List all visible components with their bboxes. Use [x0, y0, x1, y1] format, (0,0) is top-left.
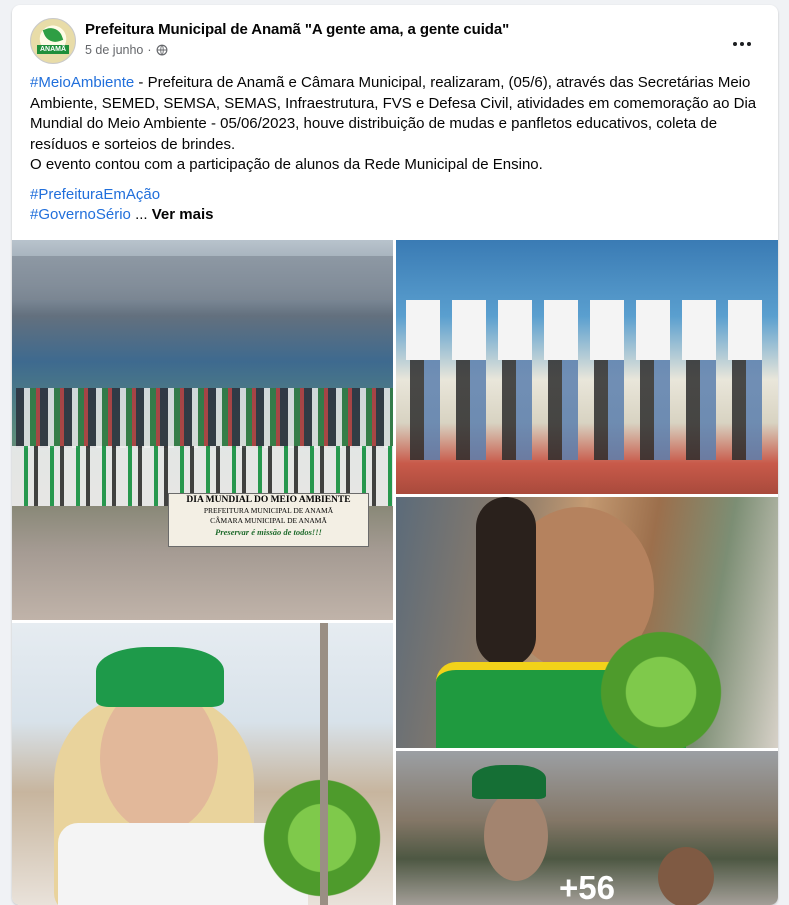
avatar-label: ANAMÃ	[37, 45, 69, 54]
banner-title: DIA MUNDIAL DO MEIO AMBIENTE	[186, 495, 351, 505]
more-photos-count: +56	[559, 869, 615, 905]
post-date[interactable]: 5 de junho	[85, 43, 144, 57]
girl-hair	[476, 497, 536, 667]
photo-grid	[12, 240, 778, 905]
banner-slogan: Preservar é missão de todos!!!	[215, 527, 322, 537]
more-horizontal-icon	[733, 42, 737, 46]
green-cap	[96, 647, 224, 707]
photo-team-with-plants[interactable]	[396, 240, 778, 494]
more-photos-overlay[interactable]	[396, 751, 778, 905]
post-header	[30, 18, 768, 64]
post-body-text: - Prefeitura de Anamã e Câmara Municipal, realizaram, (05/6), através das Secretárias Meio Ambiente, SEMED, SEMSA, SEMAS, Infraestrutura, FVS e Defesa Civil, atividades em comemoração ao Dia Mundial do Meio Ambiente - 05/06/2023, houve distribuição de mudas e panfletos educativos, coleta de resíduos e sorteios de brindes.	[30, 74, 757, 153]
plant-seedling	[586, 627, 736, 748]
hashtag-prefeitura-em-acao[interactable]: #PrefeituraEmAção	[30, 185, 161, 203]
post-body-line-2: O evento contou com a participação de alunos da Rede Municipal de Ensino.	[30, 156, 543, 173]
page-avatar[interactable]	[30, 18, 76, 64]
post-card	[12, 5, 778, 905]
meta-separator: ·	[147, 43, 152, 57]
hashtag-line-1	[30, 185, 760, 206]
ellipsis: ...	[130, 206, 152, 223]
crowd-back-row	[16, 388, 393, 448]
hashtag-line-2	[30, 205, 760, 226]
hashtag-meio-ambiente[interactable]: #MeioAmbiente	[30, 74, 135, 91]
post-body	[30, 73, 760, 155]
photo-woman-green-cap[interactable]	[12, 623, 393, 905]
page-name-link[interactable]: Prefeitura Municipal de Anamã "A gente ama, a gente cuida"	[85, 21, 510, 38]
mural-wall	[12, 256, 393, 300]
globe-icon	[156, 44, 168, 56]
post-meta	[85, 43, 168, 57]
team-legs	[410, 360, 766, 460]
leaf-icon	[43, 25, 64, 46]
photo-group-event[interactable]	[12, 240, 393, 620]
hashtag-governo-serio[interactable]: #GovernoSério	[30, 206, 131, 223]
banner-line-3: CÂMARA MUNICIPAL DE ANAMÃ	[210, 516, 327, 525]
post-text	[30, 73, 760, 226]
photo-girl-with-plant[interactable]	[396, 497, 778, 748]
utility-pole	[320, 623, 328, 905]
event-banner	[168, 493, 369, 547]
team-shirts	[406, 300, 766, 360]
more-options-button[interactable]	[724, 26, 760, 62]
see-more-link[interactable]: Ver mais	[151, 206, 214, 223]
banner-line-2: PREFEITURA MUNICIPAL DE ANAMÃ	[203, 506, 334, 515]
